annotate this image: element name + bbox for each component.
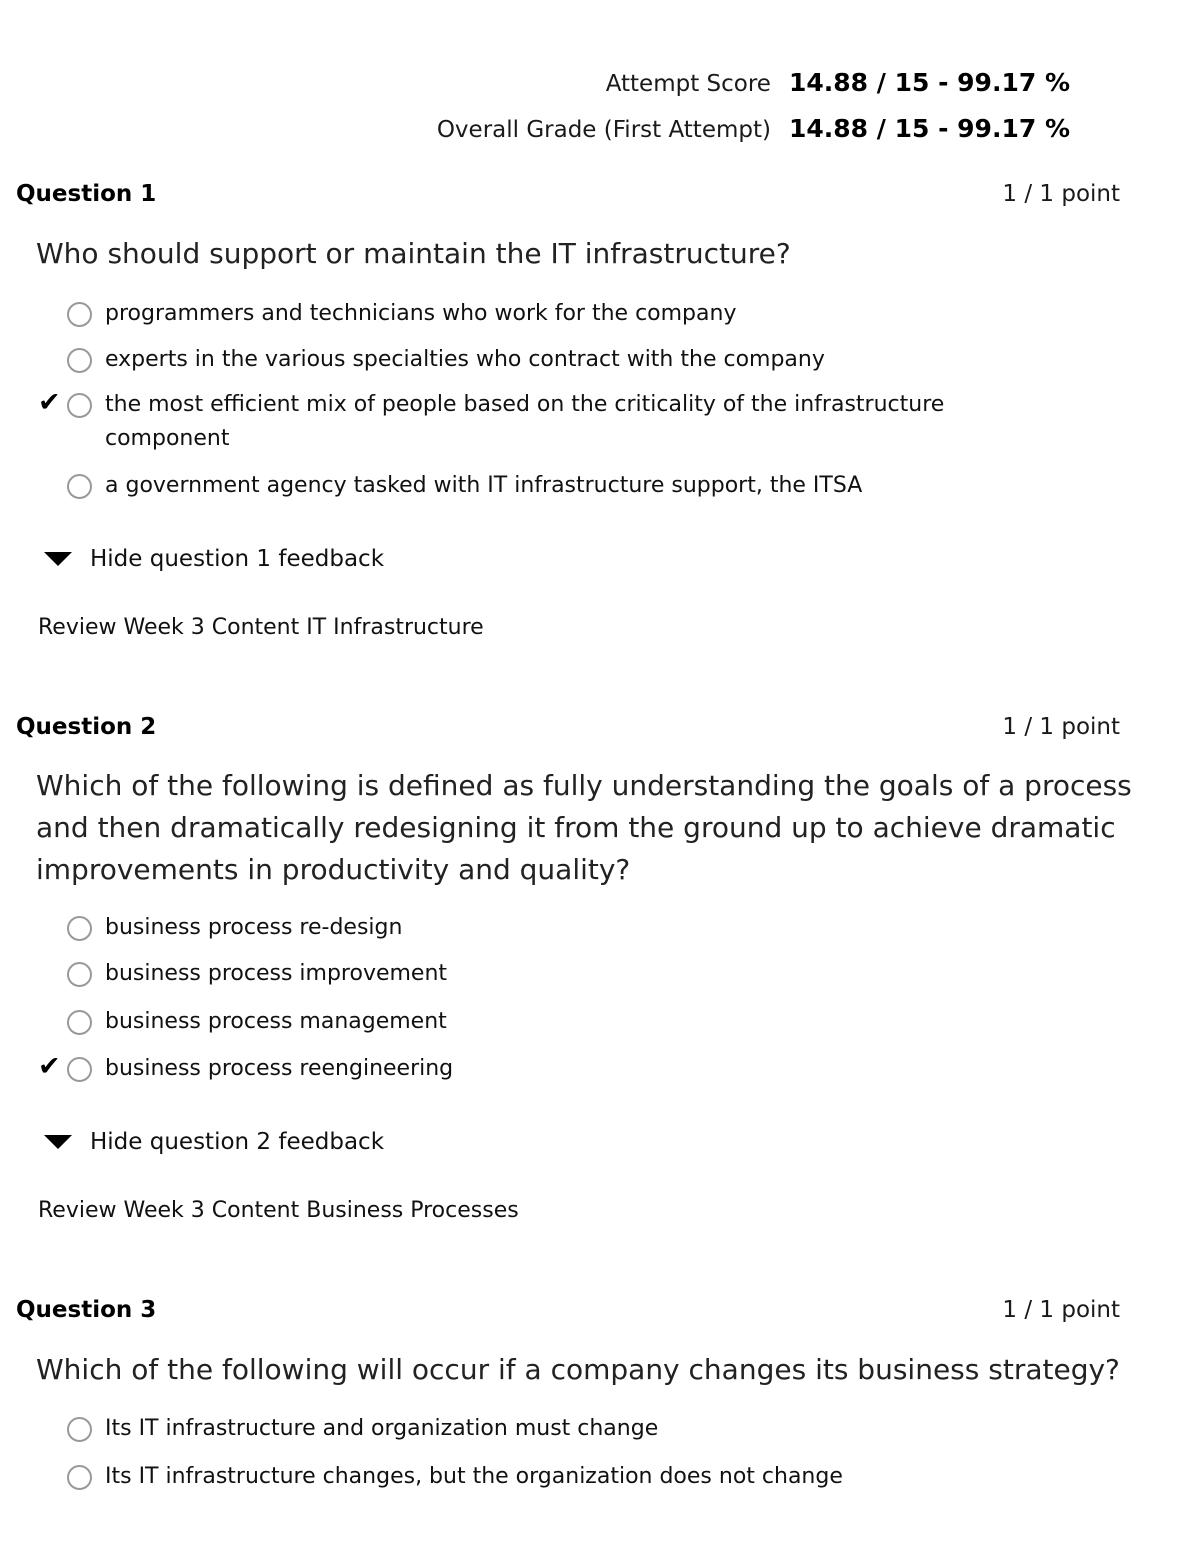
question-title: Question 1 — [16, 181, 157, 207]
question-2-text: Which of the following is defined as fully understanding the goals of a process and then dramatically redesigning it from the ground up to achieve dramatic improvements in productivity and quality? — [36, 769, 1132, 886]
radio-circle-icon[interactable] — [67, 1057, 92, 1082]
triangle-down-icon — [44, 552, 72, 566]
radio-circle-icon[interactable] — [67, 474, 92, 499]
option-label: programmers and technicians who work for the company — [105, 301, 737, 326]
option-label: experts in the various specialties who contract with the company — [105, 347, 825, 372]
question-2-feedback: Review Week 3 Content Business Processes — [38, 1198, 519, 1223]
feedback-toggle-label[interactable]: Hide question 1 feedback — [90, 546, 385, 572]
option-label: business process improvement — [105, 961, 448, 986]
check-mark-icon: ✔ — [38, 1051, 61, 1082]
overall-grade-label: Overall Grade (First Attempt) — [436, 117, 771, 143]
option-label: Its IT infrastructure and organization must change — [105, 1416, 659, 1441]
radio-circle-icon[interactable] — [67, 962, 92, 987]
option-label: business process re-design — [105, 915, 403, 940]
question-title: Question 3 — [16, 1297, 157, 1323]
overall-grade-row — [0, 114, 1070, 143]
check-mark-icon: ✔ — [38, 387, 61, 418]
question-1-text: Who should support or maintain the IT infrastructure? — [36, 237, 791, 270]
question-2-header — [16, 714, 1120, 740]
question-1-feedback: Review Week 3 Content IT Infrastructure — [38, 615, 484, 640]
question-1-header — [16, 181, 1120, 207]
attempt-score-label: Attempt Score — [605, 71, 771, 97]
hide-feedback-toggle-1[interactable] — [44, 546, 384, 572]
radio-circle-icon[interactable] — [67, 916, 92, 941]
overall-grade-value: 14.88 / 15 - 99.17 % — [788, 114, 1070, 143]
question-points: 1 / 1 point — [1002, 714, 1120, 740]
radio-circle-icon[interactable] — [67, 1010, 92, 1035]
option-label: a government agency tasked with IT infrastructure support, the ITSA — [105, 473, 863, 498]
radio-circle-icon[interactable] — [67, 1465, 92, 1490]
radio-circle-icon[interactable] — [67, 348, 92, 373]
radio-circle-icon[interactable] — [67, 302, 92, 327]
feedback-toggle-label[interactable]: Hide question 2 feedback — [90, 1129, 385, 1155]
option-label: the most efficient mix of people based on the criticality of the infrastructure component — [105, 392, 945, 451]
question-3-text: Which of the following will occur if a company changes its business strategy? — [36, 1353, 1120, 1386]
triangle-down-icon — [44, 1135, 72, 1149]
question-points: 1 / 1 point — [1002, 181, 1120, 207]
attempt-score-row — [0, 68, 1070, 97]
question-3-header — [16, 1297, 1120, 1323]
radio-circle-icon[interactable] — [67, 1417, 92, 1442]
attempt-score-value: 14.88 / 15 - 99.17 % — [788, 68, 1070, 97]
option-label: business process reengineering — [105, 1056, 454, 1081]
option-label: business process management — [105, 1009, 447, 1034]
question-title: Question 2 — [16, 714, 157, 740]
option-label: Its IT infrastructure changes, but the organization does not change — [105, 1464, 843, 1489]
radio-circle-icon[interactable] — [67, 393, 92, 418]
hide-feedback-toggle-2[interactable] — [44, 1129, 384, 1155]
question-points: 1 / 1 point — [1002, 1297, 1120, 1323]
